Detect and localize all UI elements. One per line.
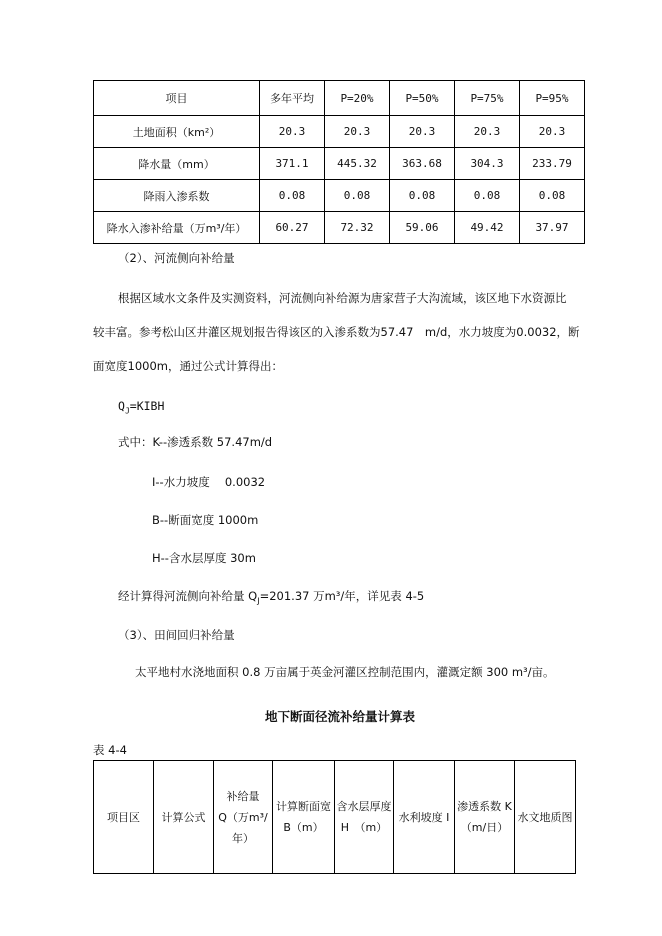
where-k: 式中：K--渗透系数 57.47m/d <box>118 435 273 449</box>
table-header-cell: P=95% <box>520 81 585 116</box>
header-line: （m/日） <box>460 821 509 834</box>
table-header-cell: P=20% <box>325 81 390 116</box>
table-cell: 0.08 <box>390 180 455 212</box>
result-subscript: J <box>257 596 260 606</box>
table-header-row <box>94 81 585 116</box>
table-header-cell <box>455 761 515 874</box>
table-header-cell <box>335 761 394 874</box>
table-header-cell: 多年平均 <box>260 81 325 116</box>
table-cell: 60.27 <box>260 212 325 244</box>
paragraph-2: 太平地村水浇地面积 0.8 万亩属于英金河灌区控制范围内，灌溉定额 300 m³/亩。 <box>135 665 555 679</box>
table-cell: 土地面积（km²） <box>94 116 260 148</box>
table-cell: 59.06 <box>390 212 455 244</box>
table-cell: 49.42 <box>455 212 520 244</box>
table-cell: 0.08 <box>520 180 585 212</box>
groundwater-table <box>93 760 576 874</box>
table-cell: 20.3 <box>325 116 390 148</box>
header-line: Q（万m³/ <box>218 810 268 824</box>
table-cell: 0.08 <box>455 180 520 212</box>
formula-q: Q <box>118 399 125 413</box>
paragraph-line: 根据区域水文条件及实测资料，河流侧向补给源为唐家营子大沟流域，该区地下水资源比 <box>118 291 567 305</box>
table-header-cell: 项目区 <box>94 761 154 874</box>
table-cell: 37.97 <box>520 212 585 244</box>
section-3-heading: （3）、田间回归补给量 <box>118 628 235 642</box>
precipitation-table <box>93 80 585 244</box>
where-b: B--断面宽度 1000m <box>152 513 259 527</box>
table-cell: 降水入渗补给量（万m³/年） <box>94 212 260 244</box>
table-cell: 20.3 <box>390 116 455 148</box>
where-i: I--水力坡度 0.0032 <box>152 475 266 489</box>
formula-rest: =KIBH <box>129 399 165 413</box>
header-line: B（m） <box>283 821 324 834</box>
table-title: 地下断面径流补给量计算表 <box>265 709 416 724</box>
table-cell: 72.32 <box>325 212 390 244</box>
header-line: 年） <box>232 831 254 845</box>
header-line: 计算断面宽 <box>276 800 331 813</box>
table-header-row <box>94 761 576 874</box>
table-header-cell: 项目 <box>94 81 260 116</box>
table-cell: 降雨入渗系数 <box>94 180 260 212</box>
table-cell: 363.68 <box>390 148 455 180</box>
table-header-cell: P=50% <box>390 81 455 116</box>
table-cell: 371.1 <box>260 148 325 180</box>
table-header-cell: P=75% <box>455 81 520 116</box>
table-cell: 20.3 <box>520 116 585 148</box>
table-cell: 0.08 <box>325 180 390 212</box>
table-header-cell: 计算公式 <box>154 761 214 874</box>
header-line: H （m） <box>340 821 388 834</box>
header-line: 补给量 <box>226 789 260 803</box>
table-header-cell <box>214 761 273 874</box>
header-line: 含水层厚度 <box>336 800 392 813</box>
table-cell: 0.08 <box>260 180 325 212</box>
result-prefix: 经计算得河流侧向补给量 Q <box>118 589 258 603</box>
table-cell: 445.32 <box>325 148 390 180</box>
section-2-heading: （2）、河流侧向补给量 <box>118 251 235 265</box>
table-cell: 20.3 <box>455 116 520 148</box>
table-header-cell: 水文地质图 <box>515 761 576 874</box>
table-label: 表 4-4 <box>93 743 127 757</box>
where-h: H--含水层厚度 30m <box>152 551 256 565</box>
table-header-cell <box>273 761 335 874</box>
table-cell: 233.79 <box>520 148 585 180</box>
table-header-cell: 水利坡度 I <box>394 761 455 874</box>
paragraph-line: 面宽度1000m，通过公式计算得出： <box>93 359 283 373</box>
table-row <box>94 116 585 148</box>
formula <box>118 399 164 415</box>
table-row <box>94 212 585 244</box>
header-line: 渗透系数 K <box>457 800 512 813</box>
table-row <box>94 148 585 180</box>
table-cell: 降水量（mm） <box>94 148 260 180</box>
table-cell: 304.3 <box>455 148 520 180</box>
paragraph-line: 较丰富。参考松山区井灌区规划报告得该区的入渗系数为57.47 m/d，水力坡度为0.0032，断 <box>93 325 580 339</box>
table-cell: 20.3 <box>260 116 325 148</box>
table-row <box>94 180 585 212</box>
result-line <box>118 588 424 605</box>
result-suffix: =201.37 万m³/年，详见表 4-5 <box>259 589 425 603</box>
formula-subscript: J <box>124 406 130 416</box>
